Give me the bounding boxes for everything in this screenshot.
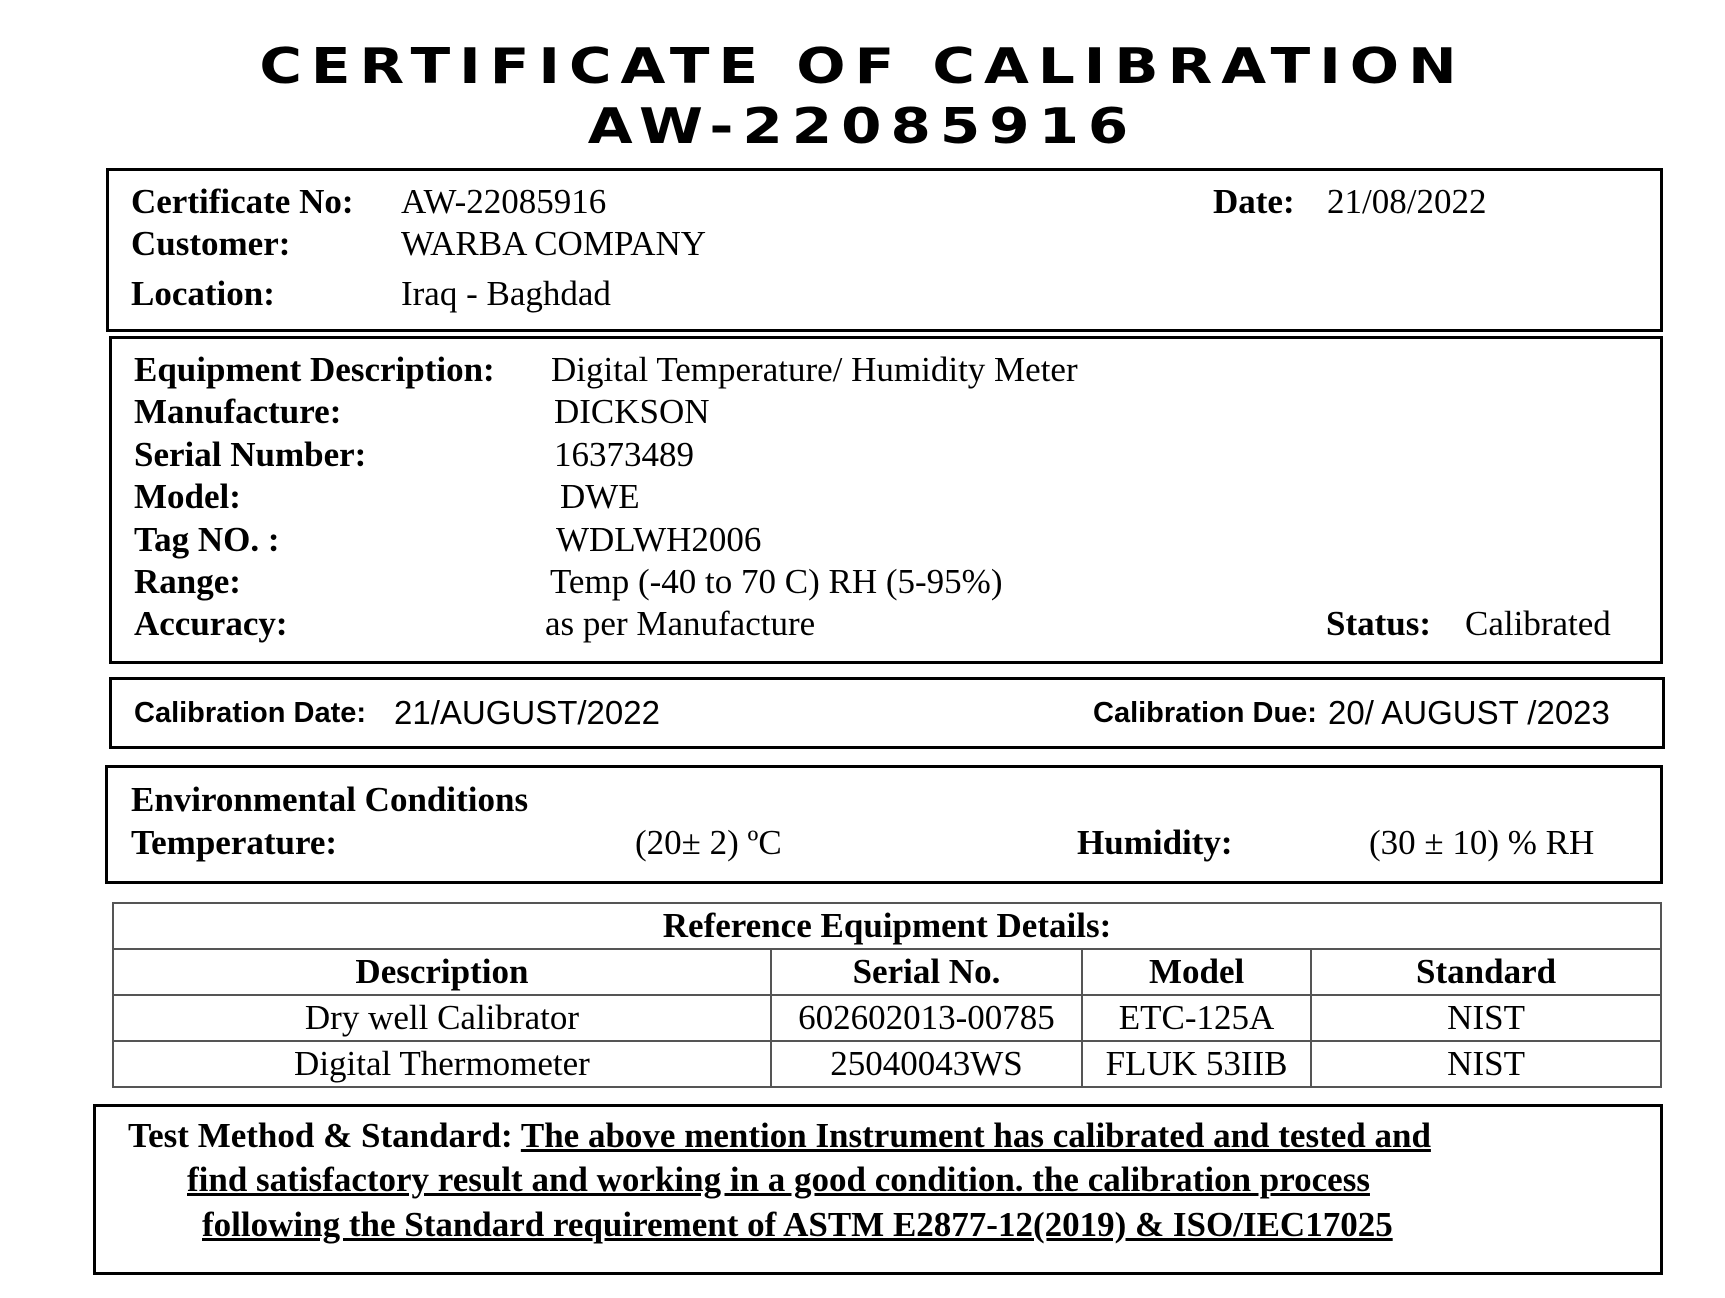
certificate-title: CERTIFICATE OF CALIBRATION — [259, 37, 1466, 95]
model-label: Model: — [134, 477, 241, 516]
column-header-model: Model — [1082, 949, 1311, 995]
tag-no-value: WDLWH2006 — [556, 520, 762, 559]
location-value: Iraq - Baghdad — [401, 274, 611, 313]
location-label: Location: — [131, 274, 275, 313]
table-cell-description: Dry well Calibrator — [113, 995, 771, 1041]
temperature-label: Temperature: — [131, 823, 338, 862]
equipment-description-label: Equipment Description: — [134, 350, 495, 389]
calibration-due-value: 20/ AUGUST /2023 — [1328, 694, 1610, 731]
table-row — [113, 995, 1661, 1041]
calibration-date-label: Calibration Date: — [134, 697, 367, 729]
manufacture-label: Manufacture: — [134, 392, 342, 431]
status-value: Calibrated — [1465, 604, 1611, 643]
date-value: 21/08/2022 — [1327, 182, 1487, 221]
reference-equipment-table — [112, 902, 1662, 1088]
test-method-text-1: The above mention Instrument has calibrated and tested and — [520, 1116, 1431, 1155]
table-cell-serial-no: 602602013-00785 — [771, 995, 1082, 1041]
calibration-due-label: Calibration Due: — [1093, 697, 1317, 729]
column-header-description: Description — [113, 949, 771, 995]
cert-no-value: AW-22085916 — [401, 182, 607, 221]
table-cell-description: Digital Thermometer — [113, 1041, 771, 1087]
test-method-text-3: following the Standard requirement of ASTM E2877-12(2019) & ISO/IEC17025 — [202, 1205, 1393, 1244]
reference-equipment-title: Reference Equipment Details: — [113, 903, 1661, 949]
test-method-line-1 — [128, 1116, 1431, 1156]
calibration-date-value: 21/AUGUST/2022 — [394, 694, 660, 731]
temperature-value: (20± 2) ºC — [635, 823, 782, 862]
table-cell-serial-no: 25040043WS — [771, 1041, 1082, 1087]
column-header-serial-no: Serial No. — [771, 949, 1082, 995]
table-cell-model: FLUK 53IIB — [1082, 1041, 1311, 1087]
accuracy-value: as per Manufacture — [545, 604, 816, 643]
humidity-label: Humidity: — [1077, 823, 1233, 862]
table-cell-standard: NIST — [1311, 995, 1661, 1041]
customer-value: WARBA COMPANY — [401, 224, 707, 263]
test-method-text-2: find satisfactory result and working in a good condition. the calibration process — [187, 1160, 1370, 1199]
status-label: Status: — [1326, 604, 1432, 643]
column-header-standard: Standard — [1311, 949, 1661, 995]
range-value: Temp (-40 to 70 C) RH (5-95%) — [550, 562, 1003, 601]
model-value: DWE — [560, 477, 640, 516]
table-title-row — [113, 903, 1661, 949]
environmental-conditions-title: Environmental Conditions — [131, 780, 529, 819]
accuracy-label: Accuracy: — [134, 604, 288, 643]
table-row — [113, 1041, 1661, 1087]
range-label: Range: — [134, 562, 241, 601]
manufacture-value: DICKSON — [554, 392, 710, 431]
cert-no-label: Certificate No: — [131, 182, 354, 221]
equipment-description-value: Digital Temperature/ Humidity Meter — [551, 350, 1078, 389]
tag-no-label: Tag NO. : — [134, 520, 280, 559]
humidity-value: (30 ± 10) % RH — [1369, 823, 1595, 862]
table-cell-model: ETC-125A — [1082, 995, 1311, 1041]
table-header-row — [113, 949, 1661, 995]
customer-label: Customer: — [131, 224, 291, 263]
serial-number-label: Serial Number: — [134, 435, 367, 474]
serial-number-value: 16373489 — [554, 435, 694, 474]
test-method-label: Test Method & Standard: — [128, 1116, 513, 1155]
table-cell-standard: NIST — [1311, 1041, 1661, 1087]
certificate-title-number: AW-22085916 — [587, 97, 1138, 155]
date-label: Date: — [1213, 182, 1295, 221]
